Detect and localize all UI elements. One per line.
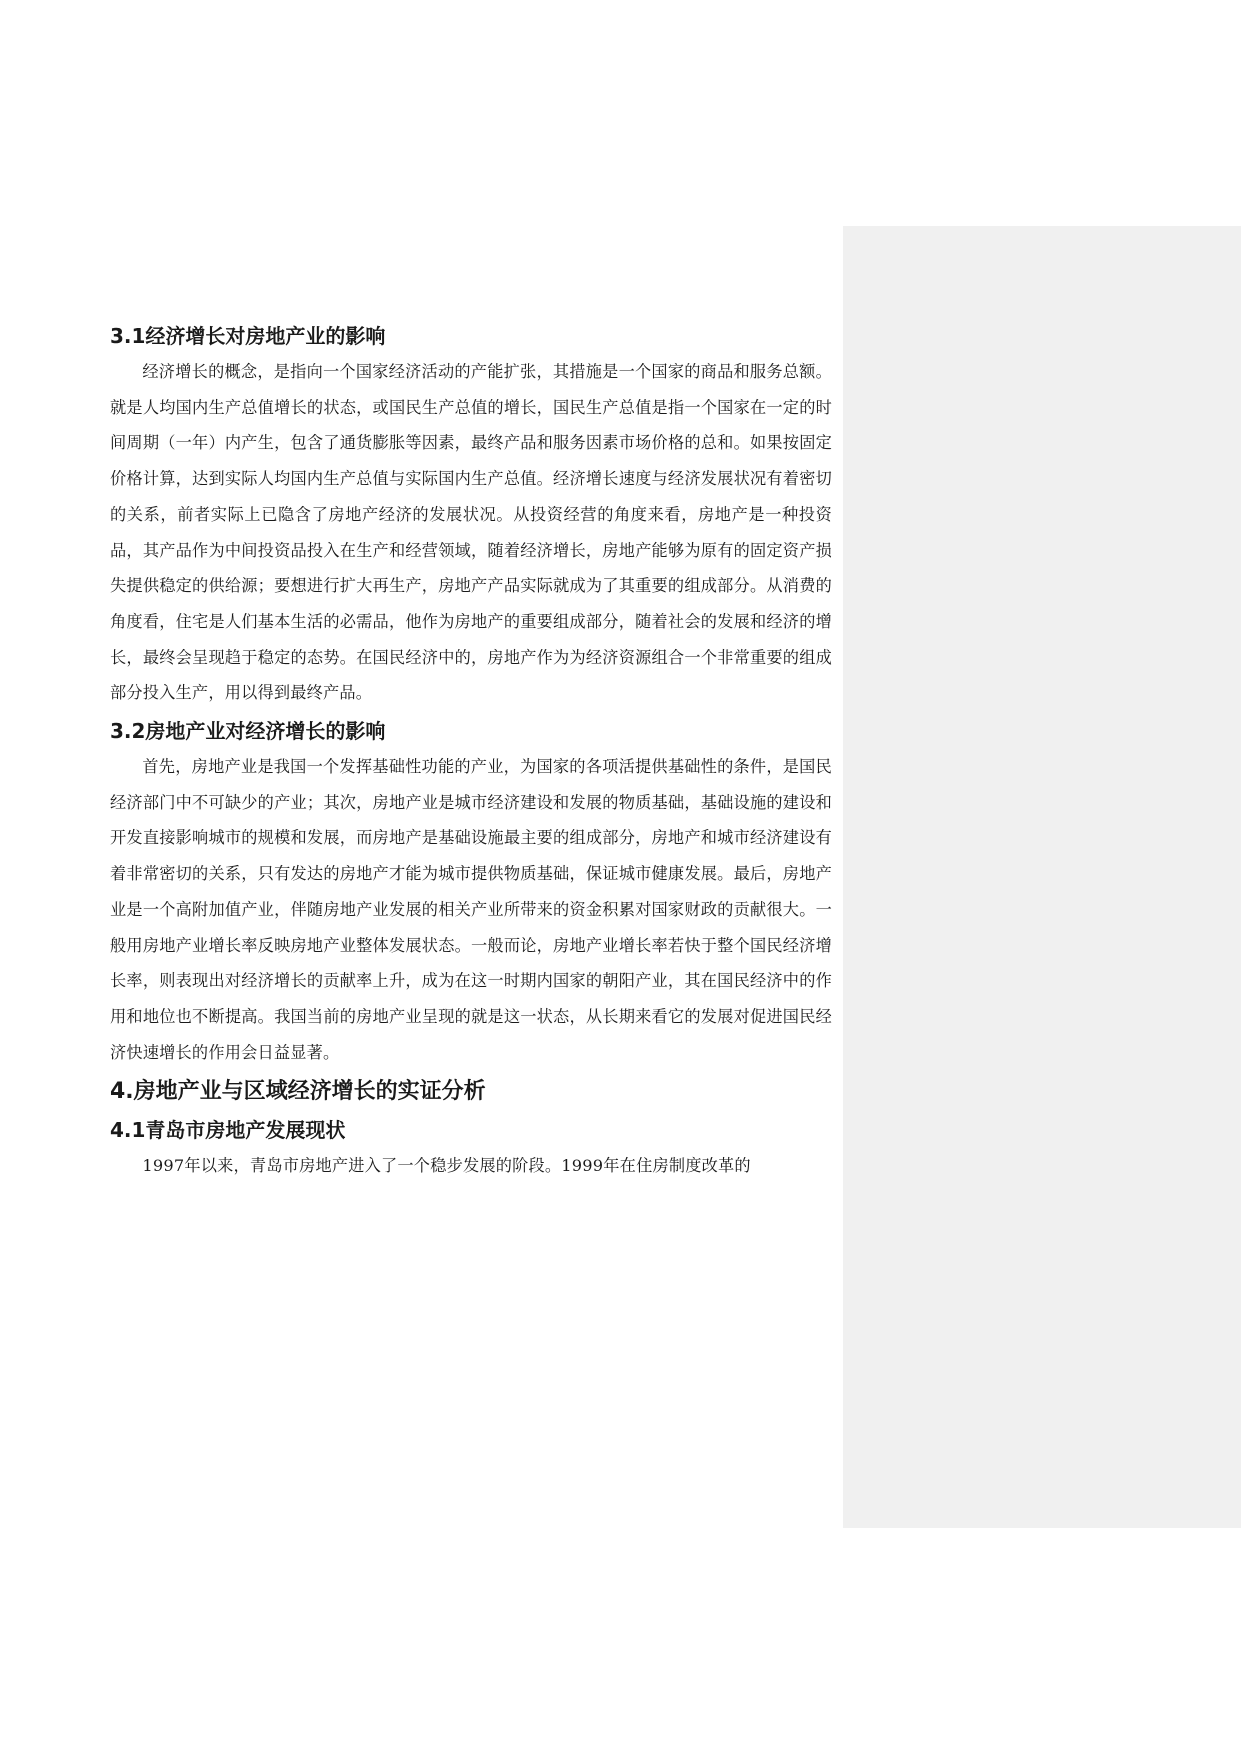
comment-margin-pane <box>843 226 1241 1528</box>
section-paragraph-4-1: 1997年以来，青岛市房地产进入了一个稳步发展的阶段。1999年在住房制度改革的 <box>142 1156 751 1176</box>
section-paragraph-3-2: 首先，房地产业是我国一个发挥基础性功能的产业，为国家的各项活提供基础性的条件，是国民经济部门中不可缺少的产业；其次，房地产业是城市经济建设和发展的物质基础，基础设施的建设和开发直接影响城市的规模和发展，而房地产是基础设施最主要的组成部分，房地产和城市经济建设有着非常密切的关系，只有发达的房地产才能为城市提供物质基础，保证城市健康发展。最后，房地产业是一个高附加值产业，伴随房地产业发展的相关产业所带来的资金积累对国家财政的贡献很大。一般用房地产业增长率反映房地产业整体发展状态。一般而论，房地产业增长率若快于整个国民经济增长率，则表现出对经济增长的贡献率上升，成为在这一时期内国家的朝阳产业，其在国民经济中的作用和地位也不断提高。我国当前的房地产业呈现的就是这一状态，从长期来看它的发展对促进国民经济快速增长的作用会日益显著。 <box>110 757 832 1062</box>
section-heading-4-1: 4.1青岛市房地产发展现状 <box>110 1118 346 1143</box>
section-heading-3-2: 3.2房地产业对经济增长的影响 <box>110 719 386 744</box>
document-body <box>110 318 832 1184</box>
section-heading-3-1: 3.1经济增长对房地产业的影响 <box>110 324 386 348</box>
section-heading-4: 4.房地产业与区域经济增长的实证分析 <box>110 1079 486 1105</box>
section-paragraph-3-1: 经济增长的概念，是指向一个国家经济活动的产能扩张，其措施是一个国家的商品和服务总额。就是人均国内生产总值增长的状态，或国民生产总值的增长，国民生产总值是指一个国家在一定的时间周期（一年）内产生，包含了通货膨胀等因素，最终产品和服务因素市场价格的总和。如果按固定价格计算，达到实际人均国内生产总值与实际国内生产总值。经济增长速度与经济发展状况有着密切的关系，前者实际上已隐含了房地产经济的发展状况。从投资经营的角度来看，房地产是一种投资品，其产品作为中间投资品投入在生产和经营领域，随着经济增长，房地产能够为原有的固定资产损失提供稳定的供给源；要想进行扩大再生产，房地产产品实际就成为了其重要的组成部分。从消费的角度看，住宅是人们基本生活的必需品，他作为房地产的重要组成部分，随着社会的发展和经济的增长，最终会呈现趋于稳定的态势。在国民经济中的，房地产作为为经济资源组合一个非常重要的组成部分投入生产，用以得到最终产品。 <box>110 362 832 703</box>
